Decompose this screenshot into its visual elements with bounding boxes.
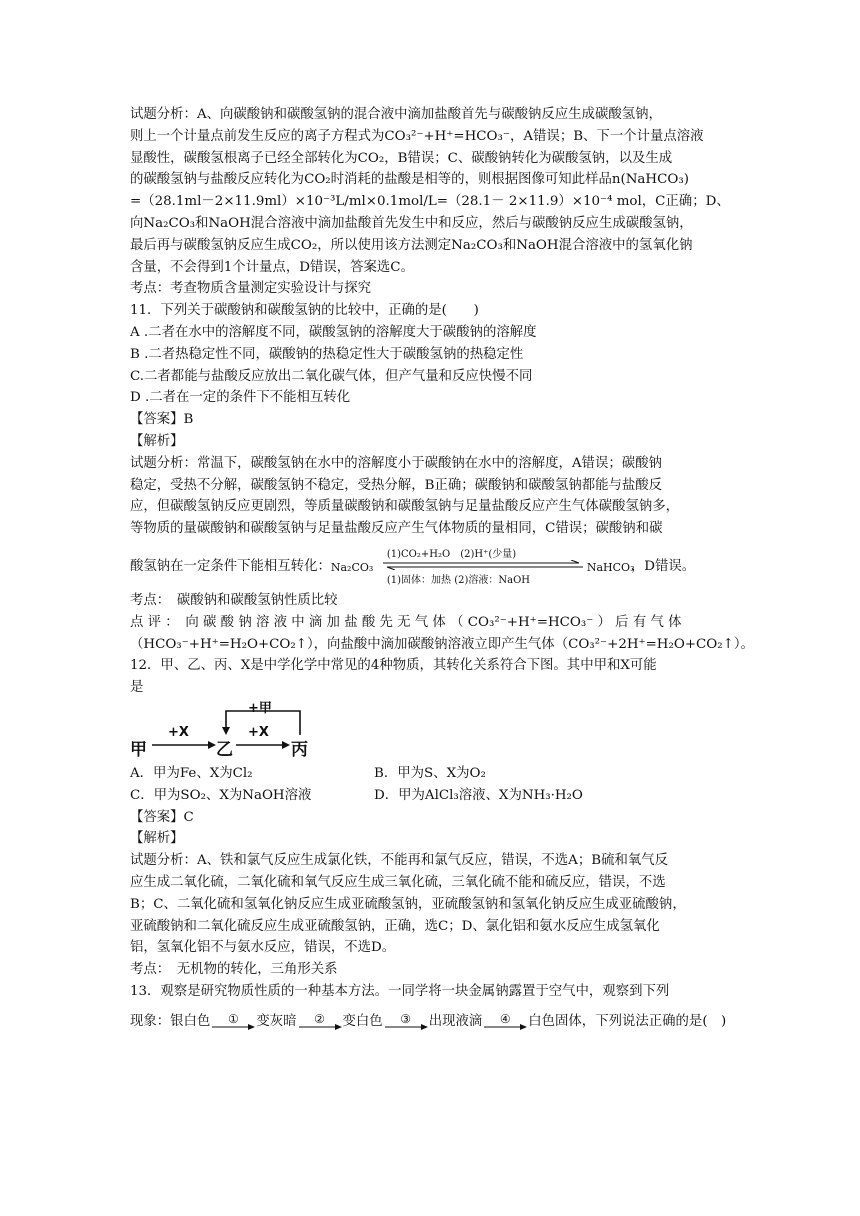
options-row bbox=[130, 763, 740, 785]
node-yi: 乙 bbox=[216, 739, 233, 760]
node-bing: 丙 bbox=[291, 739, 308, 760]
option-d: D .二者在一定的条件下不能相互转化 bbox=[130, 390, 351, 406]
step-arrow bbox=[383, 1011, 429, 1033]
text-segment: ，D错误。 bbox=[630, 559, 696, 575]
step-1: 银白色 bbox=[170, 1013, 211, 1029]
arrow-label: ② bbox=[314, 1011, 325, 1026]
dianping-line: 点 评 ： 向 碳 酸 钠 溶 液 中 滴 加 盐 酸 先 无 气 体 （ CO₃²⁻+H⁺=HCO₃⁻ ） 后 有 气 体 bbox=[130, 614, 682, 630]
text-line: 亚硫酸钠和二氧化硫反应生成亚硫酸氢钠，正确，选C；D、氯化铝和氨水反应生成氢氧化 bbox=[130, 918, 660, 934]
question-stem: 11．下列关于碳酸钠和碳酸氢钠的比较中，正确的是( ) bbox=[130, 303, 479, 319]
q10-analysis bbox=[130, 104, 740, 300]
question-12 bbox=[130, 655, 740, 981]
text-line: 向Na₂CO₃和NaOH混合溶液中滴加盐酸首先发生中和反应，然后与碳酸钠反应生成碳酸氢钠， bbox=[130, 215, 693, 231]
step-4: 出现液滴 bbox=[428, 1013, 483, 1029]
equilibrium-equation bbox=[330, 544, 635, 586]
eq-bottom-condition: (1)固体：加热 (2)溶液：NaOH bbox=[386, 574, 530, 586]
options-row bbox=[130, 785, 740, 807]
label-plus-x-1: +X bbox=[168, 724, 189, 740]
text-line: 铝，氢氧化铝不与氨水反应，错误，不选D。 bbox=[130, 940, 396, 956]
text-segment: 现象： bbox=[130, 1013, 171, 1029]
step-arrow bbox=[210, 1011, 256, 1033]
text-line: 试题分析：常温下，碳酸氢钠在水中的溶解度小于碳酸钠在水中的溶解度，A错误；碳酸钠 bbox=[130, 455, 662, 471]
option-b: B．甲为S、X为O₂ bbox=[374, 765, 486, 781]
kaodian-line: 考点： 碳酸钠和碳酸氢钠性质比较 bbox=[130, 592, 338, 608]
label-plus-x-2: +X bbox=[248, 724, 269, 740]
question-stem: 13．观察是研究物质性质的一种基本方法。一同学将一块金属钠露置于空气中，观察到下列 bbox=[130, 983, 670, 999]
step-2: 变灰暗 bbox=[256, 1013, 297, 1029]
question-stem: 12．甲、乙、丙、X是中学化学中常见的4种物质，其转化关系符合下图。其中甲和X可能 bbox=[130, 658, 657, 674]
step-arrow bbox=[297, 1011, 343, 1033]
question-11 bbox=[130, 300, 754, 655]
answer-line: 【答案】B bbox=[130, 412, 194, 428]
answer-line: 【答案】C bbox=[130, 809, 194, 825]
text-line: 含量，不会得到1个计量点，D错误，答案选C。 bbox=[130, 259, 414, 275]
node-jia: 甲 bbox=[130, 739, 147, 760]
text-line: 应生成二氧化硫，二氧化硫和氧气反应生成三氧化硫，三氧化硫不能和硫反应，错误，不选 bbox=[130, 874, 666, 890]
eq-top-condition: (1)CO₂+H₂O (2)H⁺(少量) bbox=[386, 548, 517, 560]
eq-right-species: NaHCO₃ bbox=[586, 560, 635, 574]
step-3: 变白色 bbox=[342, 1013, 383, 1029]
text-line: 试题分析：A、铁和氯气反应生成氯化铁，不能再和氯气反应，错误，不选A；B硫和氧气反 bbox=[130, 853, 669, 869]
eq-left-species: Na₂CO₃ bbox=[330, 560, 374, 574]
option-d: D．甲为AlCl₃溶液、X为NH₃·H₂O bbox=[374, 787, 583, 803]
text-line: 显酸性，碳酸氢根离子已经全部转化为CO₂，B错误；C、碳酸钠转化为碳酸氢钠，以及生成 bbox=[130, 150, 673, 166]
kaodian-line: 考点： 无机物的转化，三角形关系 bbox=[130, 962, 338, 978]
text-line: 稳定，受热不分解，碳酸氢钠不稳定，受热分解，B正确；碳酸钠和碳酸氢钠都能与盐酸反 bbox=[130, 477, 663, 493]
document-page bbox=[130, 104, 754, 1033]
question-13 bbox=[130, 981, 740, 1033]
text-line: B；C、二氧化硫和氢氧化钠反应生成亚硫酸氢钠，亚硫酸氢钠和氢氧化钠反应生成亚硫酸钠， bbox=[130, 896, 686, 912]
text-line: 则上一个计量点前发生反应的离子方程式为CO₃²⁻+H⁺=HCO₃⁻，A错误；B、下一个计量点溶液 bbox=[130, 128, 704, 144]
jiexi-heading: 【解析】 bbox=[130, 831, 184, 847]
dianping-line: （HCO₃⁻+H⁺=H₂O+CO₂↑），向盐酸中滴加碳酸钠溶液立即产生气体（CO₃²⁻+2H⁺=H₂O+CO₂↑）。 bbox=[130, 636, 754, 652]
option-c: C．甲为SO₂、X为NaOH溶液 bbox=[130, 787, 312, 803]
text-line: 试题分析：A、向碳酸钠和碳酸氢钠的混合液中滴加盐酸首先与碳酸钠反应生成碳酸氢钠， bbox=[130, 107, 662, 122]
arrow-label: ④ bbox=[499, 1011, 511, 1026]
equilibrium-arrow bbox=[383, 560, 583, 570]
kaodian-line: 考点：考查物质含量测定实验设计与探究 bbox=[130, 281, 372, 297]
step-arrow bbox=[482, 1011, 528, 1033]
conversion-diagram bbox=[130, 701, 330, 763]
text-segment: 酸氢钠在一定条件下能相互转化： bbox=[130, 559, 331, 575]
option-b: B .二者热稳定性不同，碳酸钠的热稳定性大于碳酸氢钠的热稳定性 bbox=[130, 346, 524, 362]
question-stem: 是 bbox=[130, 680, 144, 696]
text-line: 最后再与碳酸氢钠反应生成CO₂，所以使用该方法测定Na₂CO₃和NaOH混合溶液中的氢氧化钠 bbox=[130, 237, 693, 253]
jiexi-heading: 【解析】 bbox=[130, 433, 184, 449]
observation-flow bbox=[130, 1003, 740, 1033]
option-a: A．甲为Fe、X为Cl₂ bbox=[130, 765, 253, 781]
text-line: 的碳酸氢钠与盐酸反应转化为CO₂时消耗的盐酸是相等的，则根据图像可知此样品n(NaHCO₃) bbox=[130, 172, 689, 188]
option-a: A .二者在水中的溶解度不同，碳酸氢钠的溶解度大于碳酸钠的溶解度 bbox=[130, 324, 537, 340]
arrow-label: ① bbox=[227, 1011, 239, 1026]
label-plus-jia: +甲 bbox=[248, 700, 272, 716]
equation-line bbox=[130, 540, 740, 584]
arrow-label: ③ bbox=[400, 1011, 412, 1026]
option-c: C.二者都能与盐酸反应放出二氧化碳气体，但产气量和反应快慢不同 bbox=[130, 368, 533, 384]
text-line: 等物质的量碳酸钠和碳酸氢钠与足量盐酸反应产生气体物质的量相同，C错误；碳酸钠和碳 bbox=[130, 521, 663, 537]
text-line: 应，但碳酸氢钠反应更剧烈，等质量碳酸钠和碳酸氢钠与足量盐酸反应产生气体碳酸氢钠多， bbox=[130, 499, 680, 515]
text-line: =（28.1ml－2×11.9ml）×10⁻³L/ml×0.1mol/L=（28.1－ 2×11.9）×10⁻⁴ mol，C正确；D、 bbox=[130, 194, 730, 210]
step-5: 白色固体，下列说法正确的是( ) bbox=[528, 1013, 727, 1029]
